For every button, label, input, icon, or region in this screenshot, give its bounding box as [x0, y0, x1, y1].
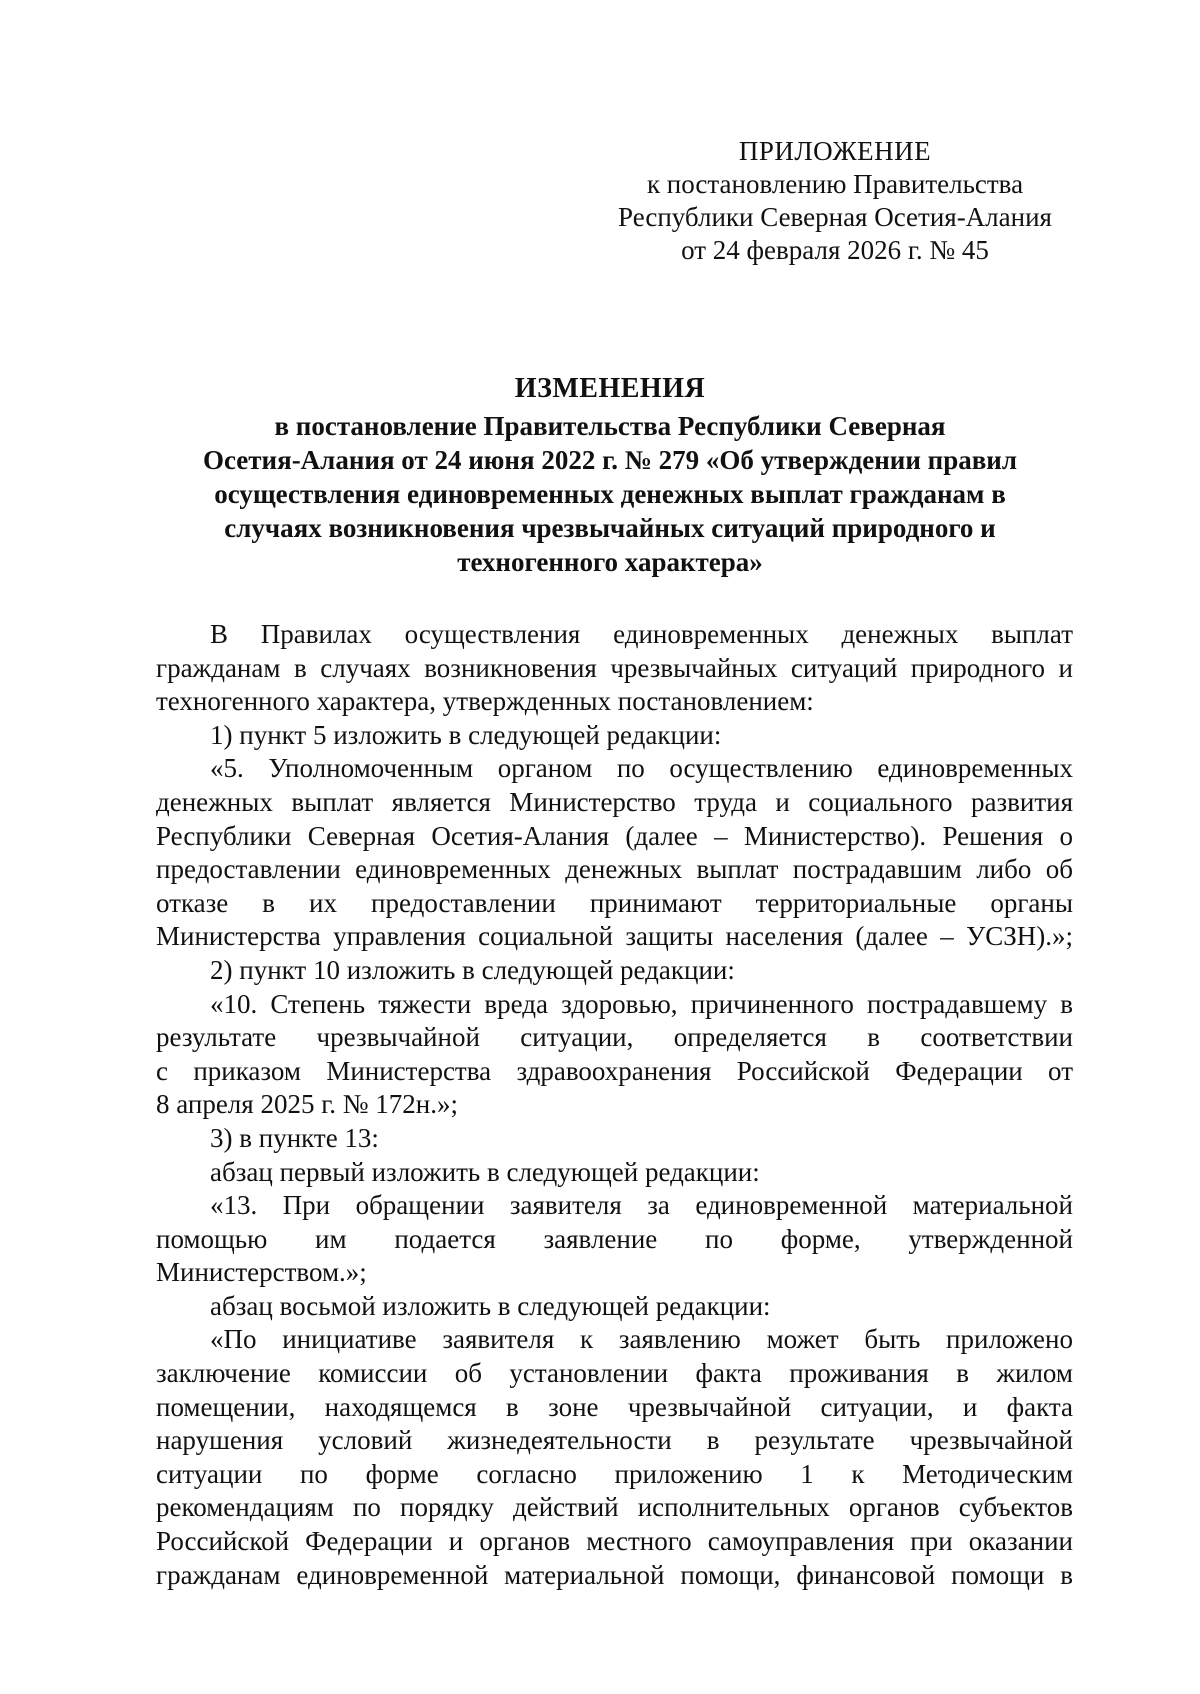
body-line: «13. При обращении заявителя за единовременной материальной [210, 1190, 1073, 1221]
body-line: техногенного характера, утвержденных постановлением: [156, 686, 814, 717]
body-line: гражданам единовременной материальной помощи, финансовой помощи в [156, 1559, 1073, 1590]
heading-line: Осетия-Алания от 24 июня 2022 г. № 279 «Об утверждении правил [202, 445, 1018, 475]
body-line: заключение комиссии об установлении факта проживания в жилом [156, 1358, 1073, 1389]
body-line: абзац первый изложить в следующей редакции: [210, 1156, 760, 1187]
heading-line: техногенного характера» [457, 547, 763, 577]
heading-line: осуществления единовременных денежных выплат гражданам в [214, 479, 1006, 509]
body-line: рекомендациям по порядку действий исполнительных органов субъектов [156, 1492, 1073, 1523]
appendix-block [600, 135, 1070, 267]
body-line: Российской Федерации и органов местного самоуправления при оказании [156, 1526, 1073, 1557]
appendix-line: к постановлению Правительства [646, 169, 1024, 199]
body-line: 8 апреля 2025 г. № 172н.»; [156, 1089, 458, 1120]
body-line: результате чрезвычайной ситуации, определяется в соответствии [156, 1022, 1073, 1053]
body-line: отказе в их предоставлении принимают территориальные органы [156, 887, 1073, 918]
body-line: помещении, находящемся в зоне чрезвычайной ситуации, и факта [156, 1391, 1073, 1422]
body-line: Министерством.»; [156, 1257, 367, 1288]
heading-title: ИЗМЕНЕНИЯ [514, 373, 706, 404]
body-line: «5. Уполномоченным органом по осуществлению единовременных [210, 753, 1073, 784]
appendix-line: Республики Северная Осетия-Алания [618, 202, 1052, 232]
body-line: «По инициативе заявителя к заявлению может быть приложено [210, 1324, 1073, 1355]
body-line: В Правилах осуществления единовременных денежных выплат [210, 619, 1073, 649]
body-line: Министерства управления социальной защиты населения (далее – УСЗН).»; [156, 921, 1073, 952]
body-line: предоставлении единовременных денежных выплат пострадавшим либо об [156, 854, 1073, 885]
document-body [156, 618, 1073, 1592]
body-line: денежных выплат является Министерство труда и социального развития [156, 786, 1073, 817]
heading-line: случаях возникновения чрезвычайных ситуаций природного и [224, 513, 996, 543]
body-line: абзац восьмой изложить в следующей редакции: [210, 1290, 771, 1321]
document-heading [160, 372, 1060, 579]
body-line: помощью им подается заявление по форме, утвержденной [156, 1223, 1073, 1254]
body-line: гражданам в случаях возникновения чрезвычайных ситуаций природного и [156, 652, 1073, 683]
appendix-title: ПРИЛОЖЕНИЕ [738, 136, 932, 166]
body-line: Республики Северная Осетия-Алания (далее – Министерство). Решения о [156, 820, 1073, 851]
body-line: 3) в пункте 13: [210, 1122, 379, 1153]
appendix-line: от 24 февраля 2026 г. № 45 [681, 235, 989, 265]
body-line: 1) пункт 5 изложить в следующей редакции: [210, 719, 722, 750]
body-line: ситуации по форме согласно приложению 1 к Методическим [156, 1458, 1073, 1489]
body-line: 2) пункт 10 изложить в следующей редакции: [210, 954, 735, 985]
heading-line: в постановление Правительства Республики Северная [274, 411, 946, 441]
body-line: с приказом Министерства здравоохранения Российской Федерации от [156, 1055, 1073, 1086]
body-line: «10. Степень тяжести вреда здоровью, причиненного пострадавшему в [210, 988, 1073, 1019]
body-line: нарушения условий жизнедеятельности в результате чрезвычайной [156, 1425, 1073, 1456]
